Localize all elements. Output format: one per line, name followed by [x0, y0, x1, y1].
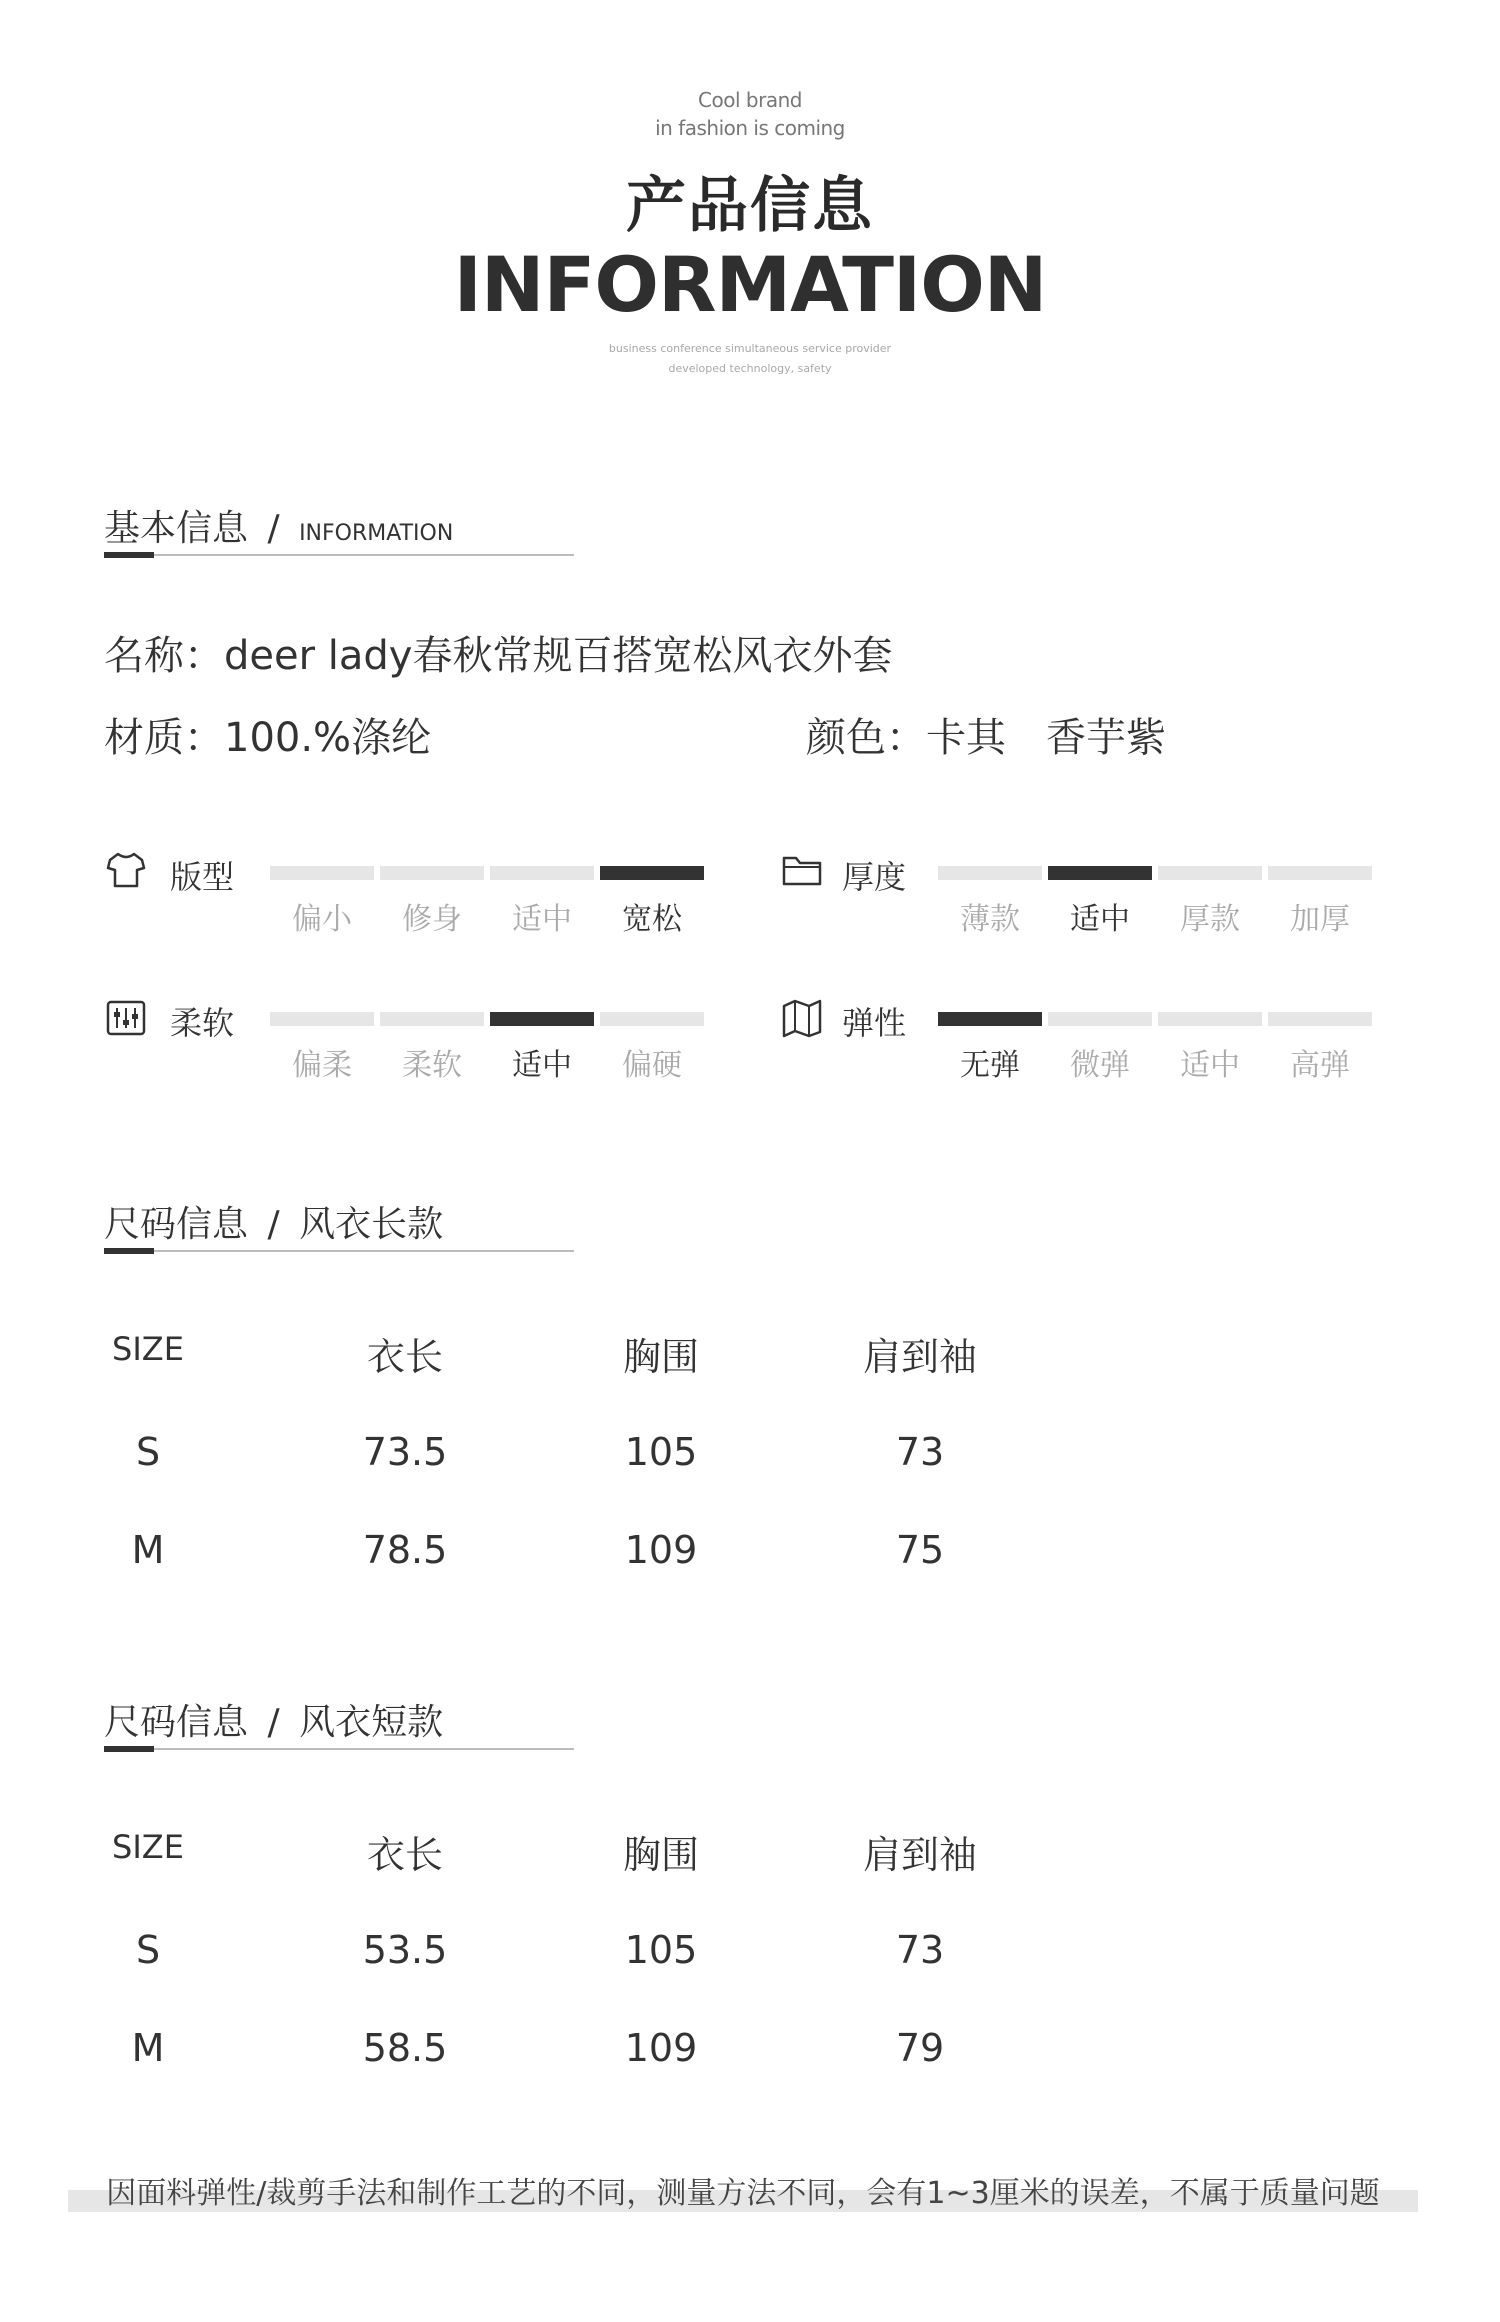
table-cell-chest: 105 [624, 1928, 698, 1972]
attr-softness-bar-0 [270, 1012, 374, 1026]
table-cell-length: 73.5 [362, 1430, 448, 1474]
attr-fit-bar-3 [600, 866, 704, 880]
attr-elasticity-bar-2 [1158, 1012, 1262, 1026]
attr-thickness [780, 848, 824, 896]
table-cell-chest: 105 [624, 1430, 698, 1474]
footer-note: 因面料弹性/裁剪手法和制作工艺的不同，测量方法不同，会有1~3厘米的误差，不属于质量问题 [106, 2176, 1380, 2211]
table-header-sleeve: 肩到袖 [862, 1335, 977, 1379]
table-header-size: SIZE [112, 1330, 184, 1368]
attr-fit-option-2: 适中 [512, 902, 572, 937]
title-en: INFORMATION [453, 240, 1047, 329]
attr-softness-bar-1 [380, 1012, 484, 1026]
table-cell-sleeve: 75 [895, 1528, 945, 1572]
table-cell-size: M [131, 1528, 165, 1572]
section-basic-title [104, 500, 453, 551]
attr-thickness-option-0: 薄款 [960, 902, 1020, 937]
section-size-short [104, 1694, 574, 1754]
attr-thickness-option-1: 适中 [1070, 902, 1130, 937]
attr-elasticity-option-3: 高弹 [1290, 1048, 1350, 1083]
attr-softness-option-1: 柔软 [402, 1048, 462, 1083]
attr-fit-label: 版型 [170, 858, 235, 896]
folder-icon [780, 848, 824, 892]
section-underline [104, 554, 574, 556]
section-size-long-cn: 尺码信息 [104, 1204, 249, 1245]
table-header-chest: 胸围 [622, 1335, 699, 1379]
attr-elasticity-option-0: 无弹 [960, 1048, 1020, 1083]
table-cell-size: S [135, 1928, 161, 1972]
attr-elasticity-bar-0 [938, 1012, 1042, 1026]
section-underline-accent [104, 1746, 154, 1752]
section-underline-accent [104, 1248, 154, 1254]
section-basic-sep: / [267, 508, 280, 549]
attr-thickness-option-3: 加厚 [1290, 902, 1350, 937]
attr-elasticity-option-2: 适中 [1180, 1048, 1240, 1083]
section-basic-info [104, 500, 574, 560]
table-cell-size: M [131, 2026, 165, 2070]
table-header-sleeve: 肩到袖 [862, 1833, 977, 1877]
attr-softness-bar-2 [490, 1012, 594, 1026]
attr-softness-option-2: 适中 [512, 1048, 572, 1083]
section-size-long-title [104, 1196, 443, 1247]
product-material: 材质：100.%涤纶 [104, 715, 432, 761]
attr-fit [104, 848, 148, 896]
table-cell-sleeve: 73 [895, 1430, 945, 1474]
attr-fit-option-0: 偏小 [292, 902, 352, 937]
attr-fit-option-3: 宽松 [622, 902, 682, 937]
table-header-length: 衣长 [366, 1833, 443, 1877]
table-cell-size: S [135, 1430, 161, 1474]
attr-thickness-bar-3 [1268, 866, 1372, 880]
table-cell-sleeve: 79 [895, 2026, 945, 2070]
attr-thickness-bar-2 [1158, 866, 1262, 880]
map-icon [780, 996, 824, 1040]
table-cell-length: 58.5 [362, 2026, 448, 2070]
tiny-line-2: developed technology, safety [668, 362, 832, 375]
sliders-icon [104, 996, 148, 1040]
attr-softness-option-0: 偏柔 [292, 1048, 352, 1083]
brand-line-2: in fashion is coming [655, 116, 845, 140]
section-size-long-sub: 风衣长款 [299, 1204, 444, 1245]
table-cell-length: 53.5 [362, 1928, 448, 1972]
attr-softness-bar-3 [600, 1012, 704, 1026]
section-size-long [104, 1196, 574, 1256]
attr-softness-label: 柔软 [170, 1004, 235, 1042]
table-cell-chest: 109 [624, 2026, 698, 2070]
table-cell-sleeve: 73 [895, 1928, 945, 1972]
attr-thickness-label: 厚度 [842, 858, 907, 896]
attr-thickness-bar-0 [938, 866, 1042, 880]
section-size-short-sep: / [267, 1702, 280, 1743]
attr-softness [104, 996, 148, 1044]
tshirt-icon [104, 848, 148, 892]
section-underline-accent [104, 552, 154, 558]
table-header-size: SIZE [112, 1828, 184, 1866]
attr-fit-bar-2 [490, 866, 594, 880]
table-cell-length: 78.5 [362, 1528, 448, 1572]
section-size-long-sep: / [267, 1204, 280, 1245]
table-cell-chest: 109 [624, 1528, 698, 1572]
attr-fit-option-1: 修身 [402, 902, 462, 937]
section-size-short-title [104, 1694, 443, 1745]
section-size-short-cn: 尺码信息 [104, 1702, 249, 1743]
attr-elasticity-label: 弹性 [842, 1004, 907, 1042]
product-color: 颜色：卡其 香芋紫 [806, 715, 1166, 761]
section-underline [104, 1748, 574, 1750]
attr-elasticity-bar-3 [1268, 1012, 1372, 1026]
attr-elasticity-bar-1 [1048, 1012, 1152, 1026]
attr-elasticity-option-1: 微弹 [1070, 1048, 1130, 1083]
attr-thickness-bar-1 [1048, 866, 1152, 880]
section-size-short-sub: 风衣短款 [299, 1702, 444, 1743]
section-basic-cn: 基本信息 [104, 508, 249, 549]
attr-fit-bar-1 [380, 866, 484, 880]
attr-fit-bar-0 [270, 866, 374, 880]
brand-line-1: Cool brand [698, 88, 802, 112]
title-cn: 产品信息 [626, 171, 874, 241]
table-header-chest: 胸围 [622, 1833, 699, 1877]
attr-thickness-option-2: 厚款 [1180, 902, 1240, 937]
section-underline [104, 1250, 574, 1252]
tiny-line-1: business conference simultaneous service provider [608, 342, 892, 355]
attr-softness-option-3: 偏硬 [622, 1048, 682, 1083]
attr-elasticity [780, 996, 824, 1044]
product-name: 名称：deer lady春秋常规百搭宽松风衣外套 [104, 633, 893, 679]
table-header-length: 衣长 [366, 1335, 443, 1379]
section-basic-en: INFORMATION [299, 521, 454, 546]
